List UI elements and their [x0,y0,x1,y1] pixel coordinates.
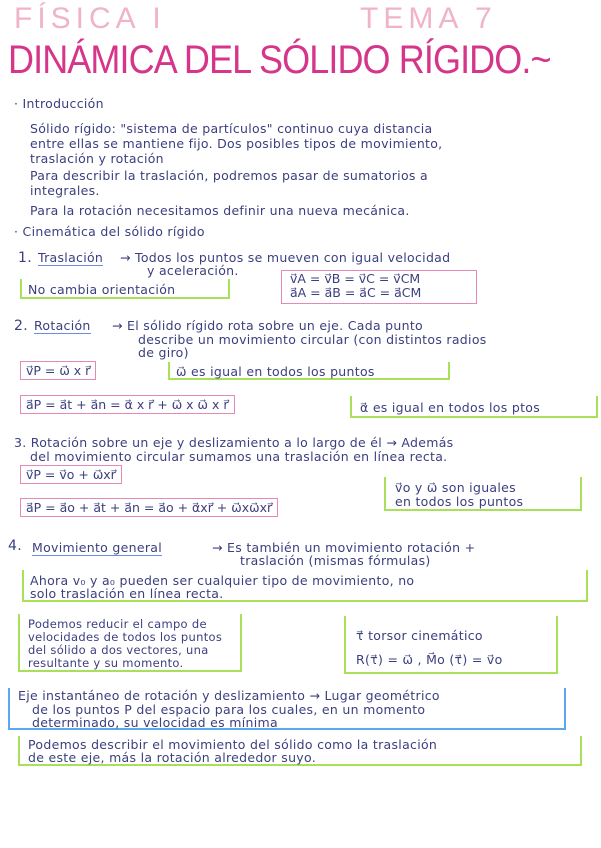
s2-note-1: ω⃗ es igual en todos los puntos [176,364,375,379]
torsor-left-3: del sólido a dos vectores, una [28,643,209,657]
torsor-right-1: τ⃗ torsor cinemático [356,628,483,643]
axis-line-5: de este eje, más la rotación alrededor suyo. [28,750,316,765]
intro-heading: · Introducción [14,96,104,111]
torsor-left-4: resultante y su momento. [28,656,184,670]
s1-number: 1. [18,250,32,266]
s2-desc-2: describe un movimiento circular (con distintos radios [138,332,487,347]
s4-name: Movimiento general [32,540,162,555]
s1-desc-1: → Todos los puntos se mueven con igual velocidad [120,250,451,265]
s3-note-1: v⃗o y ω⃗ son iguales [395,480,516,495]
s4-note-2: solo traslación en línea recta. [30,586,224,601]
s1-name: Traslación [38,250,104,265]
intro-line-4: Para describir la traslación, podremos pasar de sumatorios a [30,168,428,183]
s3-line-1: 3. Rotación sobre un eje y deslizamiento a lo largo de él → Además [14,435,454,450]
s3-line-2: del movimiento circular sumamos una traslación en línea recta. [30,449,448,464]
intro-line-3: traslación y rotación [30,151,164,166]
s2-desc-3: de giro) [138,345,189,360]
s1-eq-velocity: v⃗A = v⃗B = v⃗C = v⃗CM [290,271,421,286]
axis-line-4: Podemos describir el movimiento del sólido como la traslación [28,737,438,752]
axis-line-2: de los puntos P del espacio para los cuales, en un momento [32,702,426,717]
s2-desc-1: → El sólido rígido rota sobre un eje. Cada punto [112,318,423,333]
kinematics-heading: · Cinemática del sólido rígido [14,224,205,239]
s2-name: Rotación [34,318,91,333]
s1-desc-2: y aceleración. [147,263,239,278]
topic-header: TEMA 7 [360,2,497,35]
intro-line-5: integrales. [30,183,100,198]
torsor-left-2: velocidades de todos los puntos [28,630,223,644]
s1-eq-accel: a⃗A = a⃗B = a⃗C = a⃗CM [290,285,422,300]
s2-number: 2. [14,318,28,334]
intro-line-1: Sólido rígido: "sistema de partículos" continuo cuya distancia [30,121,433,136]
intro-line-2: entre ellas se mantiene fijo. Dos posibles tipos de movimiento, [30,136,443,151]
s3-eq-velocity: v⃗P = v⃗o + ω⃗xr⃗ [20,465,122,484]
s2-eq-accel: a⃗P = a⃗t + a⃗n = α⃗ x r⃗ + ω⃗ x ω⃗ x r⃗ [20,395,235,414]
s3-note-2: en todos los puntos [395,494,524,509]
s1-note: No cambia orientación [28,282,176,297]
s4-desc-1: → Es también un movimiento rotación + [212,540,476,555]
s4-note-1: Ahora v₀ y a₀ pueden ser cualquier tipo de movimiento, no [30,573,415,588]
s2-eq-velocity: v⃗P = ω⃗ x r⃗ [20,361,96,380]
intro-line-6: Para la rotación necesitamos definir una nueva mecánica. [30,203,410,218]
s4-desc-2: traslación (mismas fórmulas) [240,553,431,568]
torsor-left-1: Podemos reducir el campo de [28,617,207,631]
page-title: DINÁMICA DEL SÓLIDO RÍGIDO.~ [8,38,551,82]
subject-header: FÍSICA I [14,2,166,35]
s3-eq-accel: a⃗P = a⃗o + a⃗t + a⃗n = a⃗o + α⃗xr⃗ + ω⃗xω⃗xr⃗ [20,498,278,517]
s4-number: 4. [8,538,22,554]
torsor-right-2: R(τ⃗) = ω⃗ , M⃗o (τ⃗) = v⃗o [356,652,503,667]
axis-line-1: Eje instantáneo de rotación y deslizamiento → Lugar geométrico [18,688,440,703]
axis-line-3: determinado, su velocidad es mínima [32,715,278,730]
s2-note-2: α⃗ es igual en todos los ptos [360,400,541,415]
